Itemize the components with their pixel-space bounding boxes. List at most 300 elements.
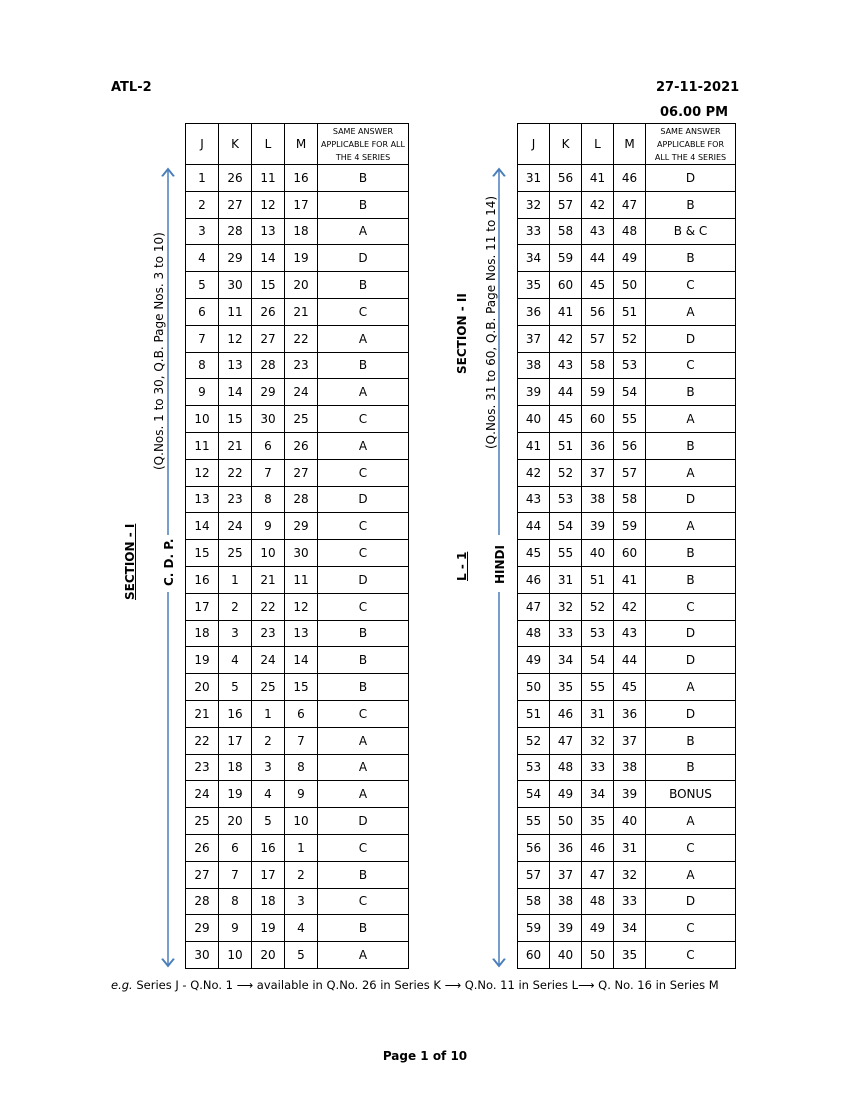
- k-number-cell: 38: [550, 888, 582, 915]
- l-number-cell: 33: [582, 754, 614, 781]
- k-number-cell: 58: [550, 218, 582, 245]
- l-number-cell: 24: [252, 647, 285, 674]
- m-number-cell: 41: [614, 566, 646, 593]
- answer-cell: B: [318, 191, 409, 218]
- l-number-cell: 19: [252, 915, 285, 942]
- footnote-text: Series J - Q.No. 1 ⟶ available in Q.No. 26 in Series K ⟶ Q.No. 11 in Series L⟶ Q. No. 16 in Series M: [136, 978, 719, 992]
- k-number-cell: 49: [550, 781, 582, 808]
- answer-cell: B: [646, 566, 736, 593]
- answer-cell: A: [318, 218, 409, 245]
- j-number-cell: 50: [518, 674, 550, 701]
- k-number-cell: 13: [219, 352, 252, 379]
- k-number-cell: 59: [550, 245, 582, 272]
- m-number-cell: 16: [285, 165, 318, 192]
- k-number-cell: 32: [550, 593, 582, 620]
- m-number-cell: 6: [285, 700, 318, 727]
- l-number-cell: 43: [582, 218, 614, 245]
- right-section-label: SECTION - II: [455, 293, 469, 374]
- j-number-cell: 23: [186, 754, 219, 781]
- m-number-cell: 8: [285, 754, 318, 781]
- answer-cell: B: [318, 915, 409, 942]
- answer-cell: D: [646, 888, 736, 915]
- answer-cell: C: [318, 298, 409, 325]
- k-number-cell: 23: [219, 486, 252, 513]
- m-number-cell: 55: [614, 406, 646, 433]
- k-number-cell: 45: [550, 406, 582, 433]
- right-subject-label: HINDI: [493, 545, 507, 584]
- m-number-cell: 2: [285, 861, 318, 888]
- l-number-cell: 3: [252, 754, 285, 781]
- j-number-cell: 17: [186, 593, 219, 620]
- m-number-cell: 48: [614, 218, 646, 245]
- j-number-cell: 2: [186, 191, 219, 218]
- j-number-cell: 45: [518, 540, 550, 567]
- j-number-cell: 28: [186, 888, 219, 915]
- l-number-cell: 44: [582, 245, 614, 272]
- column-header-k: K: [550, 124, 582, 165]
- k-number-cell: 42: [550, 325, 582, 352]
- page-number: Page 1 of 10: [382, 1049, 468, 1063]
- answer-cell: A: [318, 727, 409, 754]
- m-number-cell: 13: [285, 620, 318, 647]
- m-number-cell: 30: [285, 540, 318, 567]
- j-number-cell: 40: [518, 406, 550, 433]
- j-number-cell: 42: [518, 459, 550, 486]
- m-number-cell: 49: [614, 245, 646, 272]
- m-number-cell: 22: [285, 325, 318, 352]
- answer-cell: A: [646, 298, 736, 325]
- l-number-cell: 6: [252, 432, 285, 459]
- answer-cell: B: [646, 754, 736, 781]
- k-number-cell: 46: [550, 700, 582, 727]
- l-number-cell: 29: [252, 379, 285, 406]
- answer-cell: B: [646, 191, 736, 218]
- k-number-cell: 36: [550, 834, 582, 861]
- answer-cell: A: [646, 861, 736, 888]
- k-number-cell: 14: [219, 379, 252, 406]
- m-number-cell: 54: [614, 379, 646, 406]
- answer-cell: B: [646, 432, 736, 459]
- m-number-cell: 59: [614, 513, 646, 540]
- k-number-cell: 2: [219, 593, 252, 620]
- k-number-cell: 41: [550, 298, 582, 325]
- answer-cell: D: [318, 486, 409, 513]
- j-number-cell: 51: [518, 700, 550, 727]
- l-number-cell: 17: [252, 861, 285, 888]
- m-number-cell: 23: [285, 352, 318, 379]
- k-number-cell: 56: [550, 165, 582, 192]
- l-number-cell: 15: [252, 272, 285, 299]
- answer-cell: A: [318, 754, 409, 781]
- answer-cell: D: [646, 486, 736, 513]
- answer-cell: C: [646, 272, 736, 299]
- column-header-l: L: [582, 124, 614, 165]
- answer-cell: B: [318, 272, 409, 299]
- answer-cell: D: [318, 808, 409, 835]
- l-number-cell: 32: [582, 727, 614, 754]
- l-number-cell: 25: [252, 674, 285, 701]
- j-number-cell: 54: [518, 781, 550, 808]
- m-number-cell: 15: [285, 674, 318, 701]
- k-number-cell: 52: [550, 459, 582, 486]
- header-line: SAME ANSWER: [660, 126, 721, 136]
- m-number-cell: 33: [614, 888, 646, 915]
- l-number-cell: 49: [582, 915, 614, 942]
- k-number-cell: 21: [219, 432, 252, 459]
- j-number-cell: 13: [186, 486, 219, 513]
- j-number-cell: 10: [186, 406, 219, 433]
- m-number-cell: 28: [285, 486, 318, 513]
- j-number-cell: 16: [186, 566, 219, 593]
- m-number-cell: 57: [614, 459, 646, 486]
- m-number-cell: 12: [285, 593, 318, 620]
- k-number-cell: 17: [219, 727, 252, 754]
- m-number-cell: 43: [614, 620, 646, 647]
- j-number-cell: 37: [518, 325, 550, 352]
- l-number-cell: 46: [582, 834, 614, 861]
- l-number-cell: 35: [582, 808, 614, 835]
- answer-cell: B: [646, 379, 736, 406]
- m-number-cell: 10: [285, 808, 318, 835]
- j-number-cell: 36: [518, 298, 550, 325]
- left-section-label: SECTION - I: [123, 523, 137, 600]
- m-number-cell: 7: [285, 727, 318, 754]
- answer-cell: C: [318, 513, 409, 540]
- answer-cell: C: [318, 834, 409, 861]
- j-number-cell: 9: [186, 379, 219, 406]
- k-number-cell: 54: [550, 513, 582, 540]
- m-number-cell: 47: [614, 191, 646, 218]
- m-number-cell: 32: [614, 861, 646, 888]
- k-number-cell: 27: [219, 191, 252, 218]
- l-number-cell: 56: [582, 298, 614, 325]
- l-number-cell: 2: [252, 727, 285, 754]
- j-number-cell: 48: [518, 620, 550, 647]
- header-line: ALL THE 4 SERIES: [654, 152, 727, 162]
- k-number-cell: 55: [550, 540, 582, 567]
- l-number-cell: 42: [582, 191, 614, 218]
- l-number-cell: 52: [582, 593, 614, 620]
- j-number-cell: 56: [518, 834, 550, 861]
- answer-cell: D: [646, 165, 736, 192]
- m-number-cell: 38: [614, 754, 646, 781]
- m-number-cell: 17: [285, 191, 318, 218]
- k-number-cell: 53: [550, 486, 582, 513]
- m-number-cell: 51: [614, 298, 646, 325]
- m-number-cell: 24: [285, 379, 318, 406]
- header-line: APPLICABLE FOR ALL: [321, 139, 405, 149]
- k-number-cell: 29: [219, 245, 252, 272]
- k-number-cell: 57: [550, 191, 582, 218]
- j-number-cell: 27: [186, 861, 219, 888]
- answer-cell: A: [318, 325, 409, 352]
- answer-cell: D: [646, 700, 736, 727]
- m-number-cell: 26: [285, 432, 318, 459]
- answer-cell: C: [646, 834, 736, 861]
- l-number-cell: 47: [582, 861, 614, 888]
- j-number-cell: 31: [518, 165, 550, 192]
- j-number-cell: 49: [518, 647, 550, 674]
- k-number-cell: 3: [219, 620, 252, 647]
- answer-cell: A: [318, 942, 409, 969]
- answer-cell: C: [318, 888, 409, 915]
- j-number-cell: 24: [186, 781, 219, 808]
- m-number-cell: 14: [285, 647, 318, 674]
- j-number-cell: 6: [186, 298, 219, 325]
- left-subject-label: C. D. P.: [162, 538, 176, 586]
- k-number-cell: 8: [219, 888, 252, 915]
- answer-cell: C: [318, 540, 409, 567]
- answer-cell: C: [318, 459, 409, 486]
- l-number-cell: 54: [582, 647, 614, 674]
- answer-cell: B: [646, 245, 736, 272]
- k-number-cell: 24: [219, 513, 252, 540]
- document-code: ATL-2: [111, 80, 152, 95]
- k-number-cell: 35: [550, 674, 582, 701]
- answer-cell: A: [646, 406, 736, 433]
- right-level-label: L - 1: [455, 551, 469, 581]
- k-number-cell: 7: [219, 861, 252, 888]
- answer-cell: A: [318, 379, 409, 406]
- l-number-cell: 13: [252, 218, 285, 245]
- exam-date: 27-11-2021: [656, 80, 740, 95]
- j-number-cell: 25: [186, 808, 219, 835]
- l-number-cell: 59: [582, 379, 614, 406]
- j-number-cell: 43: [518, 486, 550, 513]
- l-number-cell: 31: [582, 700, 614, 727]
- answer-cell: B: [318, 861, 409, 888]
- j-number-cell: 41: [518, 432, 550, 459]
- j-number-cell: 5: [186, 272, 219, 299]
- answer-cell: BONUS: [646, 781, 736, 808]
- j-number-cell: 59: [518, 915, 550, 942]
- answer-cell: C: [318, 700, 409, 727]
- m-number-cell: 31: [614, 834, 646, 861]
- k-number-cell: 26: [219, 165, 252, 192]
- answer-cell: B: [318, 674, 409, 701]
- k-number-cell: 12: [219, 325, 252, 352]
- column-header-l: L: [252, 124, 285, 165]
- answer-cell: A: [646, 459, 736, 486]
- column-header-m: M: [614, 124, 646, 165]
- answer-cell: D: [646, 647, 736, 674]
- l-number-cell: 34: [582, 781, 614, 808]
- answer-cell: A: [646, 513, 736, 540]
- m-number-cell: 40: [614, 808, 646, 835]
- m-number-cell: 58: [614, 486, 646, 513]
- j-number-cell: 38: [518, 352, 550, 379]
- k-number-cell: 50: [550, 808, 582, 835]
- k-number-cell: 22: [219, 459, 252, 486]
- m-number-cell: 36: [614, 700, 646, 727]
- answer-cell: B: [318, 352, 409, 379]
- m-number-cell: 46: [614, 165, 646, 192]
- l-number-cell: 20: [252, 942, 285, 969]
- m-number-cell: 50: [614, 272, 646, 299]
- k-number-cell: 47: [550, 727, 582, 754]
- l-number-cell: 48: [582, 888, 614, 915]
- j-number-cell: 53: [518, 754, 550, 781]
- j-number-cell: 34: [518, 245, 550, 272]
- right-range-label: (Q.Nos. 31 to 60, Q.B. Page Nos. 11 to 14): [484, 195, 498, 449]
- k-number-cell: 51: [550, 432, 582, 459]
- j-number-cell: 21: [186, 700, 219, 727]
- m-number-cell: 34: [614, 915, 646, 942]
- l-number-cell: 12: [252, 191, 285, 218]
- k-number-cell: 44: [550, 379, 582, 406]
- j-number-cell: 29: [186, 915, 219, 942]
- answer-cell: B: [318, 647, 409, 674]
- header-line: SAME ANSWER: [332, 126, 394, 136]
- answer-cell: A: [318, 432, 409, 459]
- j-number-cell: 55: [518, 808, 550, 835]
- k-number-cell: 25: [219, 540, 252, 567]
- answer-cell: C: [646, 352, 736, 379]
- l-number-cell: 18: [252, 888, 285, 915]
- answer-cell: B & C: [646, 218, 736, 245]
- l-number-cell: 27: [252, 325, 285, 352]
- m-number-cell: 27: [285, 459, 318, 486]
- m-number-cell: 39: [614, 781, 646, 808]
- m-number-cell: 25: [285, 406, 318, 433]
- m-number-cell: 35: [614, 942, 646, 969]
- l-number-cell: 26: [252, 298, 285, 325]
- j-number-cell: 30: [186, 942, 219, 969]
- l-number-cell: 28: [252, 352, 285, 379]
- answer-cell: C: [646, 915, 736, 942]
- k-number-cell: 6: [219, 834, 252, 861]
- m-number-cell: 11: [285, 566, 318, 593]
- j-number-cell: 11: [186, 432, 219, 459]
- answer-cell: A: [646, 808, 736, 835]
- k-number-cell: 5: [219, 674, 252, 701]
- l-number-cell: 5: [252, 808, 285, 835]
- answer-cell: D: [646, 620, 736, 647]
- k-number-cell: 19: [219, 781, 252, 808]
- answer-cell: B: [318, 165, 409, 192]
- k-number-cell: 40: [550, 942, 582, 969]
- m-number-cell: 3: [285, 888, 318, 915]
- j-number-cell: 46: [518, 566, 550, 593]
- k-number-cell: 18: [219, 754, 252, 781]
- m-number-cell: 60: [614, 540, 646, 567]
- column-header-k: K: [219, 124, 252, 165]
- l-number-cell: 60: [582, 406, 614, 433]
- l-number-cell: 45: [582, 272, 614, 299]
- m-number-cell: 5: [285, 942, 318, 969]
- k-number-cell: 4: [219, 647, 252, 674]
- j-number-cell: 60: [518, 942, 550, 969]
- j-number-cell: 14: [186, 513, 219, 540]
- j-number-cell: 47: [518, 593, 550, 620]
- k-number-cell: 15: [219, 406, 252, 433]
- m-number-cell: 29: [285, 513, 318, 540]
- k-number-cell: 39: [550, 915, 582, 942]
- l-number-cell: 55: [582, 674, 614, 701]
- k-number-cell: 43: [550, 352, 582, 379]
- m-number-cell: 4: [285, 915, 318, 942]
- l-number-cell: 50: [582, 942, 614, 969]
- m-number-cell: 19: [285, 245, 318, 272]
- j-number-cell: 12: [186, 459, 219, 486]
- l-number-cell: 1: [252, 700, 285, 727]
- answer-cell: C: [318, 593, 409, 620]
- answer-cell: B: [646, 540, 736, 567]
- m-number-cell: 21: [285, 298, 318, 325]
- j-number-cell: 52: [518, 727, 550, 754]
- l-number-cell: 58: [582, 352, 614, 379]
- l-number-cell: 30: [252, 406, 285, 433]
- j-number-cell: 39: [518, 379, 550, 406]
- l-number-cell: 7: [252, 459, 285, 486]
- answer-cell: C: [318, 406, 409, 433]
- m-number-cell: 37: [614, 727, 646, 754]
- k-number-cell: 34: [550, 647, 582, 674]
- header-line: THE 4 SERIES: [335, 152, 391, 162]
- l-number-cell: 40: [582, 540, 614, 567]
- answer-cell: A: [318, 781, 409, 808]
- j-number-cell: 4: [186, 245, 219, 272]
- k-number-cell: 1: [219, 566, 252, 593]
- l-number-cell: 21: [252, 566, 285, 593]
- l-number-cell: 11: [252, 165, 285, 192]
- l-number-cell: 53: [582, 620, 614, 647]
- exam-time: 06.00 PM: [660, 105, 729, 120]
- k-number-cell: 28: [219, 218, 252, 245]
- j-number-cell: 15: [186, 540, 219, 567]
- answer-cell: C: [646, 942, 736, 969]
- l-number-cell: 36: [582, 432, 614, 459]
- k-number-cell: 20: [219, 808, 252, 835]
- j-number-cell: 1: [186, 165, 219, 192]
- k-number-cell: 30: [219, 272, 252, 299]
- k-number-cell: 10: [219, 942, 252, 969]
- l-number-cell: 38: [582, 486, 614, 513]
- column-header-j: J: [518, 124, 550, 165]
- answer-cell: A: [646, 674, 736, 701]
- answer-cell: C: [646, 593, 736, 620]
- k-number-cell: 11: [219, 298, 252, 325]
- l-number-cell: 22: [252, 593, 285, 620]
- j-number-cell: 20: [186, 674, 219, 701]
- j-number-cell: 22: [186, 727, 219, 754]
- m-number-cell: 42: [614, 593, 646, 620]
- l-number-cell: 23: [252, 620, 285, 647]
- k-number-cell: 31: [550, 566, 582, 593]
- j-number-cell: 44: [518, 513, 550, 540]
- footnote: [111, 978, 719, 992]
- j-number-cell: 57: [518, 861, 550, 888]
- j-number-cell: 7: [186, 325, 219, 352]
- answer-cell: D: [318, 245, 409, 272]
- footnote-eg: e.g.: [111, 978, 133, 992]
- column-header-j: J: [186, 124, 219, 165]
- l-number-cell: 4: [252, 781, 285, 808]
- j-number-cell: 58: [518, 888, 550, 915]
- left-range-label: (Q.Nos. 1 to 30, Q.B. Page Nos. 3 to 10): [152, 232, 166, 470]
- m-number-cell: 44: [614, 647, 646, 674]
- m-number-cell: 53: [614, 352, 646, 379]
- j-number-cell: 32: [518, 191, 550, 218]
- j-number-cell: 33: [518, 218, 550, 245]
- answer-cell: D: [318, 566, 409, 593]
- m-number-cell: 18: [285, 218, 318, 245]
- l-number-cell: 51: [582, 566, 614, 593]
- header-line: APPLICABLE FOR: [657, 139, 724, 149]
- l-number-cell: 16: [252, 834, 285, 861]
- m-number-cell: 1: [285, 834, 318, 861]
- j-number-cell: 19: [186, 647, 219, 674]
